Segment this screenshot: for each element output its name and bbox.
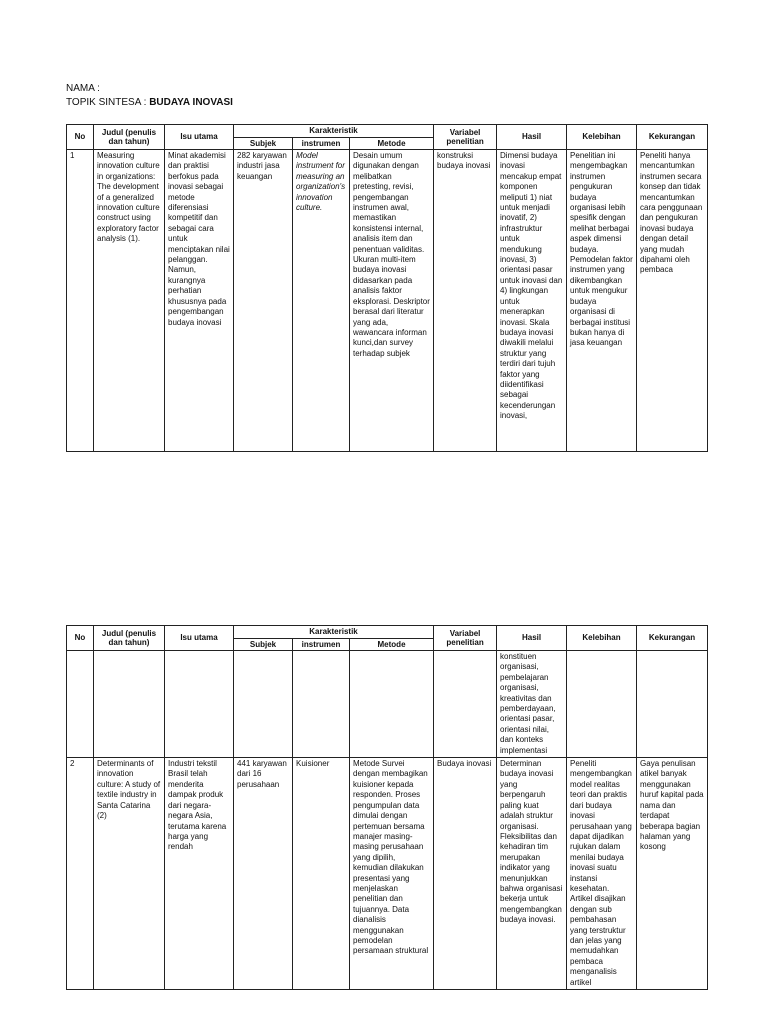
header-variabel: Variabel penelitian (434, 626, 497, 651)
cell-judul: Measuring innovation culture in organizations: The development of a generalized innovation culture construct using exploratory factor analysis (1). (94, 150, 165, 452)
cell-hasil: konstituen organisasi, pembelajaran organisasi, kreativitas dan pemberdayaan, orientasi pasar, orientasi nilai, dan konteks implementasi (497, 651, 567, 758)
header-hasil: Hasil (497, 125, 567, 150)
cell-variabel: konstruksi budaya inovasi (434, 150, 497, 452)
header-kekurangan: Kekurangan (637, 125, 708, 150)
header-metode: Metode (350, 137, 434, 150)
topik-value: BUDAYA INOVASI (149, 97, 233, 108)
cell-isu: Industri tekstil Brasil telah menderita dampak produk dari negara-negara Asia, terutama karena harga yang rendah (165, 758, 234, 990)
cell-no: 2 (67, 758, 94, 990)
cell-variabel: Budaya inovasi (434, 758, 497, 990)
cell-isu: Minat akademisi dan praktisi berfokus pada inovasi sebagai metode diferensiasi kompetitif dan sebagai cara untuk menciptakan nilai pelanggan. Namun, kurangnya perhatian khususnya pada pengembangan budaya inovasi (165, 150, 234, 452)
nama-label: NAMA : (66, 83, 100, 94)
header-instrumen: instrumen (293, 137, 350, 150)
cell-hasil: Determinan budaya inovasi yang berpengaruh paling kuat adalah struktur organisasi. Fleksibilitas dan kehadiran tim merupakan indikator yang menunjukkan bahwa organisasi bekerja untuk mengembangkan budaya inovasi. (497, 758, 567, 990)
cell-metode: Desain umum digunakan dengan melibatkan pretesting, revisi, pengembangan instrumen awal, memastikan konsistensi internal, analisis item dan penentuan validitas. Ukuran multi-item budaya inovasi didasarkan pada analisis faktor eksplorasi. Deskriptor berasal dari literatur yang ada, wawancara informan kunci,dan survey terhadap subjek (350, 150, 434, 452)
table-row (67, 758, 708, 990)
header-subjek: Subjek (234, 137, 293, 150)
header-metode: Metode (350, 638, 434, 651)
table-row (67, 150, 708, 452)
header-hasil: Hasil (497, 626, 567, 651)
header-isu: Isu utama (165, 626, 234, 651)
cell-kekurangan: Peneliti hanya mencantumkan instrumen secara konsep dan tidak mencantumkan cara penggunaan dan pengukuran inovasi budaya dengan detail yang mudah dipahami oleh pembaca (637, 150, 708, 452)
cell-metode: Metode Survei dengan membagikan kuisioner kepada responden. Proses pengumpulan data dimulai dengan pertemuan bersama manajer masing-masing perusahaan yang dipilih, kemudian dilakukan presentasi yang menjelaskan penelitian dan tujuannya. Data dianalisis menggunakan pemodelan persamaan struktural (350, 758, 434, 990)
cell-kekurangan: Gaya penulisan atikel banyak menggunakan huruf kapital pada nama dan terdapat beberapa bagian halaman yang kosong (637, 758, 708, 990)
header-variabel: Variabel penelitian (434, 125, 497, 150)
header-karakteristik: Karakteristik (234, 626, 434, 639)
table-row-continuation (67, 651, 708, 758)
cell-kelebihan: Peneliti mengembangkan model realitas teori dan praktis dari budaya inovasi perusahaan yang dapat dijadikan rujukan dalam menilai budaya inovasi suatu instansi kesehatan. Artikel disajikan dengan sub pembahasan yang terstruktur dan jelas yang memudahkan pembaca menganalisis artikel (567, 758, 637, 990)
synthesis-table-page-2 (66, 625, 708, 990)
header-instrumen: instrumen (293, 638, 350, 651)
header-kelebihan: Kelebihan (567, 626, 637, 651)
cell-kelebihan: Penelitian ini mengembagkan instrumen pengukuran budaya organisasi lebih spesifik dengan melihat berbagai aspek dimensi budaya. Pemodelan faktor instrumen yang dikembangkan untuk mengukur budaya organisasi di berbagai institusi bukan hanya di jasa keuangan (567, 150, 637, 452)
header-kekurangan: Kekurangan (637, 626, 708, 651)
header-no: No (67, 125, 94, 150)
cell-judul: Determinants of innovation culture: A study of textile industry in Santa Catarina (2) (94, 758, 165, 990)
header-kelebihan: Kelebihan (567, 125, 637, 150)
header-subjek: Subjek (234, 638, 293, 651)
cell-instrumen: Kuisioner (293, 758, 350, 990)
cell-hasil: Dimensi budaya inovasi mencakup empat komponen meliputi 1) niat untuk menjadi inovatif, 2) infrastruktur untuk mendukung inovasi, 3) orientasi pasar untuk inovasi dan 4) lingkungan untuk menerapkan inovasi. Skala budaya inovasi diwakili melalui struktur yang terdiri dari tujuh faktor yang diidentifikasi sebagai kecenderungan inovasi, (497, 150, 567, 452)
cell-subjek: 282 karyawan industri jasa keuangan (234, 150, 293, 452)
synthesis-table-page-1 (66, 124, 708, 452)
cell-no: 1 (67, 150, 94, 452)
header-judul: Judul (penulis dan tahun) (94, 626, 165, 651)
topik-label: TOPIK SINTESA : (66, 97, 150, 108)
header-no: No (67, 626, 94, 651)
cell-subjek: 441 karyawan dari 16 perusahaan (234, 758, 293, 990)
header-karakteristik: Karakteristik (234, 125, 434, 138)
header-judul: Judul (penulis dan tahun) (94, 125, 165, 150)
header-isu: Isu utama (165, 125, 234, 150)
cell-instrumen: Model instrument for measuring an organization's innovation culture. (293, 150, 350, 452)
topik-line (66, 96, 233, 109)
